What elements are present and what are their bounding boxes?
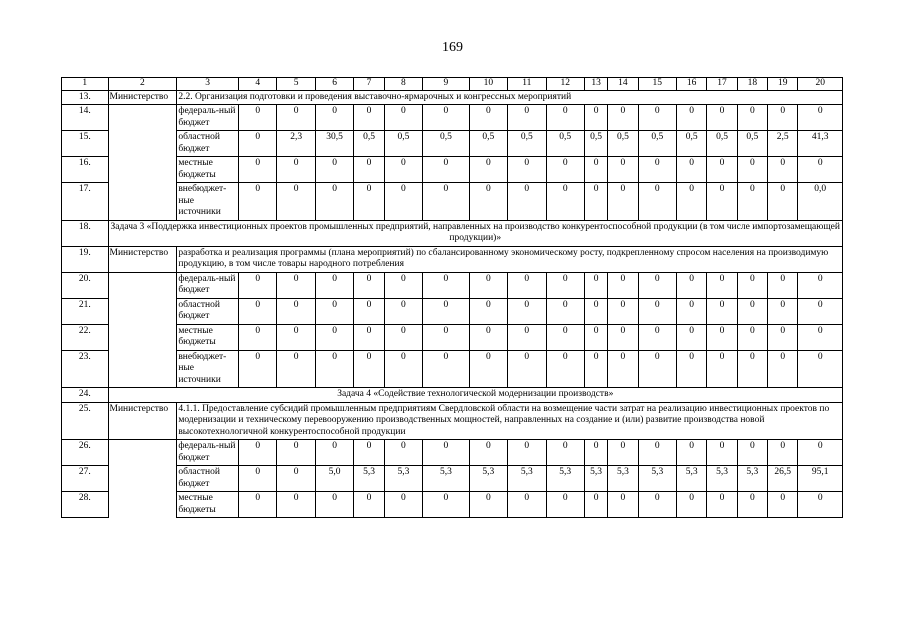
value-cell: 0 bbox=[608, 157, 638, 183]
value-cell: 0 bbox=[384, 272, 422, 298]
value-cell: 0 bbox=[638, 350, 676, 388]
column-header: 3 bbox=[177, 78, 239, 91]
value-cell: 0 bbox=[315, 492, 353, 518]
value-cell: 0 bbox=[423, 492, 470, 518]
value-cell: 0 bbox=[768, 350, 798, 388]
value-cell: 0 bbox=[737, 492, 767, 518]
value-cell: 0 bbox=[638, 157, 676, 183]
value-cell: 0 bbox=[707, 157, 737, 183]
column-header: 15 bbox=[638, 78, 676, 91]
value-cell: 0 bbox=[423, 272, 470, 298]
value-cell: 0 bbox=[469, 157, 507, 183]
value-cell: 0 bbox=[584, 440, 607, 466]
value-cell: 0 bbox=[277, 466, 315, 492]
value-cell: 0 bbox=[315, 157, 353, 183]
table-row bbox=[62, 157, 843, 183]
value-cell: 0 bbox=[768, 440, 798, 466]
row-number: 23. bbox=[62, 350, 109, 388]
column-header: 9 bbox=[423, 78, 470, 91]
responsible-executor: Министерство bbox=[108, 402, 177, 440]
table-row bbox=[62, 350, 843, 388]
value-cell: 0 bbox=[677, 350, 707, 388]
value-cell: 0 bbox=[768, 157, 798, 183]
value-cell: 0 bbox=[384, 183, 422, 221]
activity-title: разработка и реализация программы (плана мероприятий) по сбалансированному экономическому росту, подкрепленному спросом населения на производимую продукцию, в том числе товары народного потребления bbox=[177, 246, 843, 272]
value-cell: 0 bbox=[469, 492, 507, 518]
value-cell: 5,3 bbox=[354, 466, 384, 492]
row-number: 14. bbox=[62, 105, 109, 131]
header-row bbox=[62, 78, 843, 91]
value-cell: 0 bbox=[354, 183, 384, 221]
column-header: 2 bbox=[108, 78, 177, 91]
value-cell: 0 bbox=[638, 183, 676, 221]
value-cell: 0 bbox=[768, 183, 798, 221]
value-cell: 0 bbox=[277, 298, 315, 324]
value-cell: 0 bbox=[584, 324, 607, 350]
value-cell: 26,5 bbox=[768, 466, 798, 492]
column-header: 7 bbox=[354, 78, 384, 91]
value-cell: 0 bbox=[638, 272, 676, 298]
funding-table bbox=[61, 77, 843, 518]
value-cell: 0 bbox=[277, 157, 315, 183]
value-cell: 0 bbox=[239, 492, 277, 518]
value-cell: 0 bbox=[384, 440, 422, 466]
value-cell: 0 bbox=[608, 272, 638, 298]
value-cell: 0 bbox=[469, 350, 507, 388]
budget-source: внебюджет-ные источники bbox=[177, 183, 239, 221]
value-cell: 0,5 bbox=[584, 131, 607, 157]
value-cell: 0 bbox=[315, 272, 353, 298]
value-cell: 0 bbox=[384, 350, 422, 388]
value-cell: 0 bbox=[584, 272, 607, 298]
task-title: Задача 3 «Поддержка инвестиционных проектов промышленных предприятий, направленных на производство конкурентоспособной продукции (в том числе импортозамещающей продукции)» bbox=[108, 220, 842, 246]
value-cell: 0 bbox=[423, 157, 470, 183]
value-cell: 0 bbox=[423, 105, 470, 131]
value-cell: 0 bbox=[354, 350, 384, 388]
row-number: 13. bbox=[62, 90, 109, 105]
value-cell: 0 bbox=[608, 350, 638, 388]
executor-cell-continued bbox=[108, 272, 177, 298]
table-row bbox=[62, 402, 843, 440]
value-cell: 0 bbox=[354, 440, 384, 466]
column-header: 17 bbox=[707, 78, 737, 91]
value-cell: 0 bbox=[277, 440, 315, 466]
value-cell: 0 bbox=[608, 492, 638, 518]
table-row bbox=[62, 440, 843, 466]
value-cell: 0 bbox=[239, 272, 277, 298]
value-cell: 0 bbox=[638, 492, 676, 518]
budget-source: местные бюджеты bbox=[177, 157, 239, 183]
value-cell: 95,1 bbox=[798, 466, 843, 492]
value-cell: 0 bbox=[768, 324, 798, 350]
value-cell: 0,5 bbox=[707, 131, 737, 157]
value-cell: 0,5 bbox=[638, 131, 676, 157]
value-cell: 41,3 bbox=[798, 131, 843, 157]
value-cell: 0 bbox=[546, 440, 584, 466]
value-cell: 0,5 bbox=[508, 131, 546, 157]
value-cell: 0 bbox=[239, 440, 277, 466]
column-header: 1 bbox=[62, 78, 109, 91]
value-cell: 0 bbox=[546, 350, 584, 388]
row-number: 22. bbox=[62, 324, 109, 350]
value-cell: 0 bbox=[315, 183, 353, 221]
row-number: 21. bbox=[62, 298, 109, 324]
row-number: 15. bbox=[62, 131, 109, 157]
executor-cell-continued bbox=[108, 131, 177, 157]
value-cell: 0 bbox=[608, 440, 638, 466]
value-cell: 0 bbox=[239, 131, 277, 157]
budget-source: федераль-ный бюджет bbox=[177, 272, 239, 298]
value-cell: 0 bbox=[508, 183, 546, 221]
row-number: 18. bbox=[62, 220, 109, 246]
value-cell: 0 bbox=[677, 298, 707, 324]
table-row bbox=[62, 298, 843, 324]
value-cell: 0 bbox=[469, 105, 507, 131]
value-cell: 0 bbox=[315, 105, 353, 131]
executor-cell-continued bbox=[108, 157, 177, 183]
activity-title: 2.2. Организация подготовки и проведения выставочно-ярмарочных и конгрессных мероприятий bbox=[177, 90, 843, 105]
value-cell: 5,3 bbox=[737, 466, 767, 492]
row-number: 28. bbox=[62, 492, 109, 518]
value-cell: 0 bbox=[423, 183, 470, 221]
value-cell: 0 bbox=[737, 350, 767, 388]
row-number: 25. bbox=[62, 402, 109, 440]
column-header: 16 bbox=[677, 78, 707, 91]
budget-source: местные бюджеты bbox=[177, 492, 239, 518]
table-row bbox=[62, 492, 843, 518]
value-cell: 0 bbox=[354, 298, 384, 324]
value-cell: 0 bbox=[677, 440, 707, 466]
value-cell: 0,5 bbox=[546, 131, 584, 157]
value-cell: 5,3 bbox=[423, 466, 470, 492]
value-cell: 0 bbox=[707, 272, 737, 298]
value-cell: 0 bbox=[707, 350, 737, 388]
value-cell: 30,5 bbox=[315, 131, 353, 157]
value-cell: 0 bbox=[584, 183, 607, 221]
value-cell: 0 bbox=[798, 298, 843, 324]
value-cell: 0 bbox=[315, 350, 353, 388]
value-cell: 2,3 bbox=[277, 131, 315, 157]
value-cell: 0 bbox=[737, 298, 767, 324]
value-cell: 0 bbox=[384, 298, 422, 324]
value-cell: 0 bbox=[546, 272, 584, 298]
value-cell: 0 bbox=[584, 105, 607, 131]
executor-cell-continued bbox=[108, 350, 177, 388]
value-cell: 0 bbox=[737, 183, 767, 221]
budget-source: областной бюджет bbox=[177, 466, 239, 492]
value-cell: 0 bbox=[546, 105, 584, 131]
value-cell: 0,5 bbox=[384, 131, 422, 157]
value-cell: 0 bbox=[737, 272, 767, 298]
value-cell: 0 bbox=[277, 350, 315, 388]
value-cell: 0 bbox=[768, 272, 798, 298]
value-cell: 0 bbox=[638, 298, 676, 324]
value-cell: 0,5 bbox=[677, 131, 707, 157]
column-header: 8 bbox=[384, 78, 422, 91]
executor-cell-continued bbox=[108, 105, 177, 131]
responsible-executor: Министерство bbox=[108, 90, 177, 105]
executor-cell-continued bbox=[108, 492, 177, 518]
row-number: 24. bbox=[62, 388, 109, 403]
value-cell: 0 bbox=[737, 105, 767, 131]
value-cell: 0 bbox=[608, 105, 638, 131]
value-cell: 0 bbox=[584, 298, 607, 324]
value-cell: 0 bbox=[508, 440, 546, 466]
value-cell: 0 bbox=[239, 298, 277, 324]
value-cell: 0 bbox=[384, 324, 422, 350]
value-cell: 2,5 bbox=[768, 131, 798, 157]
value-cell: 0 bbox=[423, 298, 470, 324]
value-cell: 0 bbox=[768, 492, 798, 518]
value-cell: 0 bbox=[239, 466, 277, 492]
value-cell: 0 bbox=[638, 324, 676, 350]
value-cell: 0 bbox=[768, 105, 798, 131]
budget-source: местные бюджеты bbox=[177, 324, 239, 350]
value-cell: 0 bbox=[798, 157, 843, 183]
value-cell: 0 bbox=[546, 157, 584, 183]
value-cell: 5,3 bbox=[608, 466, 638, 492]
value-cell: 0 bbox=[508, 350, 546, 388]
table-row bbox=[62, 131, 843, 157]
value-cell: 0 bbox=[508, 298, 546, 324]
value-cell: 0,5 bbox=[469, 131, 507, 157]
value-cell: 0 bbox=[354, 324, 384, 350]
executor-cell-continued bbox=[108, 324, 177, 350]
table-row bbox=[62, 105, 843, 131]
column-header: 12 bbox=[546, 78, 584, 91]
executor-cell-continued bbox=[108, 440, 177, 466]
value-cell: 0 bbox=[508, 324, 546, 350]
value-cell: 5,0 bbox=[315, 466, 353, 492]
value-cell: 0 bbox=[584, 157, 607, 183]
value-cell: 5,3 bbox=[469, 466, 507, 492]
table-row bbox=[62, 324, 843, 350]
value-cell: 5,3 bbox=[677, 466, 707, 492]
value-cell: 0 bbox=[469, 272, 507, 298]
value-cell: 0 bbox=[638, 440, 676, 466]
value-cell: 0 bbox=[508, 272, 546, 298]
value-cell: 0 bbox=[677, 324, 707, 350]
column-header: 19 bbox=[768, 78, 798, 91]
column-header: 5 bbox=[277, 78, 315, 91]
row-number: 26. bbox=[62, 440, 109, 466]
executor-cell-continued bbox=[108, 183, 177, 221]
value-cell: 0 bbox=[508, 157, 546, 183]
value-cell: 0 bbox=[768, 298, 798, 324]
value-cell: 0,5 bbox=[423, 131, 470, 157]
row-number: 19. bbox=[62, 246, 109, 272]
value-cell: 5,3 bbox=[508, 466, 546, 492]
value-cell: 5,3 bbox=[384, 466, 422, 492]
value-cell: 0 bbox=[608, 324, 638, 350]
value-cell: 0 bbox=[277, 272, 315, 298]
value-cell: 0,5 bbox=[737, 131, 767, 157]
value-cell: 0 bbox=[354, 492, 384, 518]
value-cell: 0 bbox=[508, 492, 546, 518]
executor-cell-continued bbox=[108, 298, 177, 324]
value-cell: 0 bbox=[707, 105, 737, 131]
column-header: 13 bbox=[584, 78, 607, 91]
value-cell: 0 bbox=[677, 157, 707, 183]
value-cell: 5,3 bbox=[584, 466, 607, 492]
value-cell: 0 bbox=[546, 298, 584, 324]
value-cell: 0 bbox=[707, 183, 737, 221]
value-cell: 0 bbox=[239, 350, 277, 388]
value-cell: 0 bbox=[423, 440, 470, 466]
budget-source: внебюджет-ные источники bbox=[177, 350, 239, 388]
value-cell: 0 bbox=[737, 157, 767, 183]
value-cell: 0 bbox=[239, 157, 277, 183]
row-number: 17. bbox=[62, 183, 109, 221]
value-cell: 0 bbox=[277, 183, 315, 221]
table-row bbox=[62, 183, 843, 221]
value-cell: 0 bbox=[354, 272, 384, 298]
value-cell: 0 bbox=[315, 324, 353, 350]
page-number: 169 bbox=[442, 40, 463, 55]
value-cell: 0 bbox=[584, 492, 607, 518]
value-cell: 0 bbox=[798, 272, 843, 298]
executor-cell-continued bbox=[108, 466, 177, 492]
value-cell: 5,3 bbox=[707, 466, 737, 492]
value-cell: 0 bbox=[384, 105, 422, 131]
value-cell: 0 bbox=[546, 492, 584, 518]
task-title: Задача 4 «Содействие технологической модернизации производств» bbox=[108, 388, 842, 403]
value-cell: 0 bbox=[277, 324, 315, 350]
value-cell: 0 bbox=[239, 324, 277, 350]
table-row bbox=[62, 246, 843, 272]
value-cell: 0 bbox=[384, 157, 422, 183]
table-row bbox=[62, 220, 843, 246]
budget-source: областной бюджет bbox=[177, 298, 239, 324]
column-header: 20 bbox=[798, 78, 843, 91]
activity-title: 4.1.1. Предоставление субсидий промышленным предприятиям Свердловской области на возмещение части затрат на реализацию инвестиционных проектов по модернизации и техническому перевооружению производственных мощностей, направленных на создание и (или) развитие производства новой высокотехнологичной конкурентоспособной продукции bbox=[177, 402, 843, 440]
budget-source: областной бюджет bbox=[177, 131, 239, 157]
value-cell: 0 bbox=[737, 324, 767, 350]
value-cell: 0 bbox=[798, 105, 843, 131]
value-cell: 0 bbox=[677, 105, 707, 131]
value-cell: 0 bbox=[508, 105, 546, 131]
column-header: 4 bbox=[239, 78, 277, 91]
value-cell: 5,3 bbox=[638, 466, 676, 492]
column-header: 10 bbox=[469, 78, 507, 91]
column-header: 11 bbox=[508, 78, 546, 91]
value-cell: 0,5 bbox=[608, 131, 638, 157]
value-cell: 0 bbox=[584, 350, 607, 388]
value-cell: 0 bbox=[707, 440, 737, 466]
value-cell: 0 bbox=[546, 324, 584, 350]
value-cell: 0 bbox=[469, 324, 507, 350]
table-row bbox=[62, 388, 843, 403]
value-cell: 0 bbox=[354, 157, 384, 183]
value-cell: 0 bbox=[608, 183, 638, 221]
value-cell: 0 bbox=[798, 350, 843, 388]
value-cell: 0 bbox=[239, 105, 277, 131]
value-cell: 0 bbox=[384, 492, 422, 518]
value-cell: 0 bbox=[277, 105, 315, 131]
value-cell: 0 bbox=[677, 183, 707, 221]
value-cell: 0 bbox=[608, 298, 638, 324]
value-cell: 0 bbox=[423, 350, 470, 388]
value-cell: 0 bbox=[469, 440, 507, 466]
value-cell: 0 bbox=[798, 324, 843, 350]
value-cell: 0 bbox=[638, 105, 676, 131]
table-row bbox=[62, 466, 843, 492]
column-header: 14 bbox=[608, 78, 638, 91]
budget-source: федераль-ный бюджет bbox=[177, 105, 239, 131]
value-cell: 0 bbox=[469, 183, 507, 221]
value-cell: 0,0 bbox=[798, 183, 843, 221]
table-row bbox=[62, 90, 843, 105]
responsible-executor: Министерство bbox=[108, 246, 177, 272]
value-cell: 0 bbox=[707, 492, 737, 518]
value-cell: 0 bbox=[469, 298, 507, 324]
value-cell: 0 bbox=[315, 440, 353, 466]
value-cell: 0 bbox=[707, 298, 737, 324]
value-cell: 0 bbox=[546, 183, 584, 221]
value-cell: 0 bbox=[798, 440, 843, 466]
value-cell: 0 bbox=[798, 492, 843, 518]
table-row bbox=[62, 272, 843, 298]
column-header: 18 bbox=[737, 78, 767, 91]
row-number: 20. bbox=[62, 272, 109, 298]
value-cell: 0 bbox=[707, 324, 737, 350]
value-cell: 0 bbox=[677, 492, 707, 518]
value-cell: 0 bbox=[677, 272, 707, 298]
row-number: 16. bbox=[62, 157, 109, 183]
column-header: 6 bbox=[315, 78, 353, 91]
value-cell: 0,5 bbox=[354, 131, 384, 157]
value-cell: 0 bbox=[277, 492, 315, 518]
value-cell: 5,3 bbox=[546, 466, 584, 492]
value-cell: 0 bbox=[315, 298, 353, 324]
value-cell: 0 bbox=[239, 183, 277, 221]
value-cell: 0 bbox=[423, 324, 470, 350]
budget-source: федераль-ный бюджет bbox=[177, 440, 239, 466]
value-cell: 0 bbox=[737, 440, 767, 466]
value-cell: 0 bbox=[354, 105, 384, 131]
row-number: 27. bbox=[62, 466, 109, 492]
